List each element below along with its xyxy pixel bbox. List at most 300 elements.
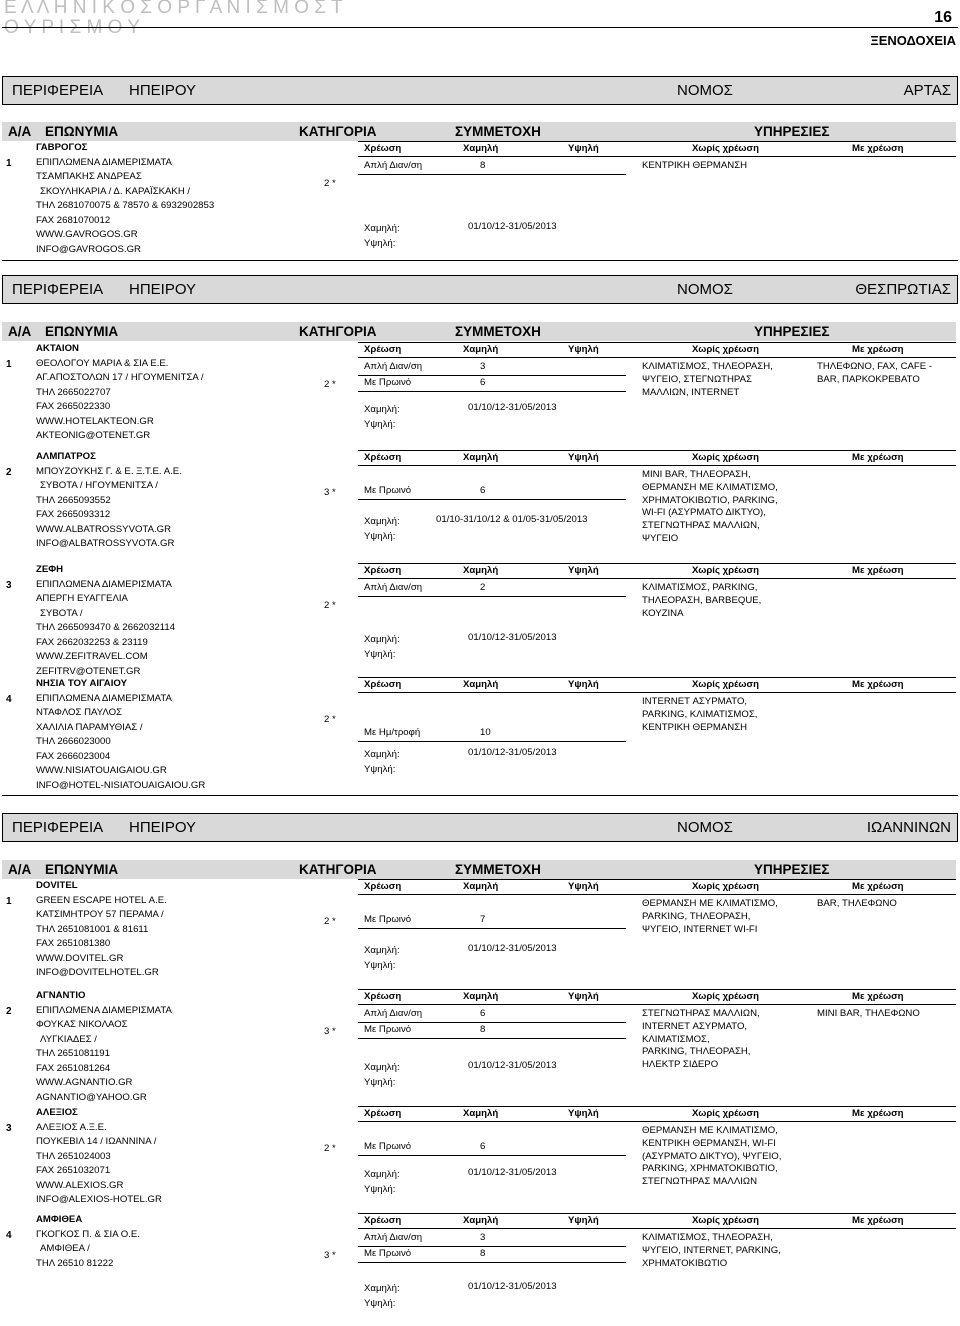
hotel-detail-line[interactable]: AGNANTIO@YAHOO.GR (36, 1091, 147, 1103)
room-price-low: 6 (480, 1141, 486, 1152)
hotel-detail-line[interactable]: WWW.AGNANTIO.GR (36, 1077, 133, 1088)
table-header-high: Υψηλή (568, 143, 599, 154)
entry-number: 3 (6, 580, 12, 591)
room-row-rule (358, 391, 626, 392)
entry-number: 2 (6, 467, 12, 478)
season-low-period: 01/10/12-31/05/2013 (468, 1060, 557, 1071)
hotel-detail-line: ΦΟΥΚΑΣ ΝΙΚΟΛΑΟΣ (36, 1019, 128, 1030)
season-high-label: Υψηλή: (364, 764, 396, 775)
service-free-item: ΜΑΛΛΙΩΝ, INTERNET (642, 386, 740, 398)
hotel-detail-line: ΑΛΕΞΙΟΣ Α.Ξ.Ε. (36, 1121, 107, 1133)
hotel-detail-line[interactable]: WWW.ALBATROSSYVOTA.GR (36, 523, 172, 535)
service-paid-item: BAR, ΠΑΡΚΟΚΡΕΒΑΤΟ (817, 373, 920, 385)
season-low-label: Χαμηλή: (364, 749, 400, 760)
table-header-high: Υψηλή (568, 1215, 599, 1226)
room-type: Απλή Διαν/ση (364, 582, 423, 593)
table-rule-top (358, 1213, 956, 1214)
column-header-aa: Α/Α (8, 124, 32, 139)
table-header-no-charge: Χωρίς χρέωση (692, 1108, 759, 1119)
service-free-item: PARKING, ΧΡΗΜΑΤΟΚΙΒΩΤΙΟ, (642, 1163, 778, 1175)
table-header-high: Υψηλή (568, 679, 599, 690)
hotel-entry (0, 989, 960, 1102)
column-header-category: ΚΑΤΗΓΟΡΙΑ (299, 124, 377, 139)
hotel-entry (0, 141, 960, 263)
hotel-detail-line: FAX 2651032071 (36, 1165, 111, 1176)
room-row-rule (358, 499, 626, 500)
entry-number: 4 (6, 694, 12, 705)
table-rule-header (358, 357, 956, 358)
season-low-period: 01/10/12-31/05/2013 (468, 747, 557, 758)
category-stars: 2 * (324, 916, 336, 927)
hotel-entry (0, 563, 960, 677)
table-header-high: Υψηλή (568, 991, 599, 1002)
hotel-detail-line: ΕΠΙΠΛΩΜΕΝΑ ΔΙΑΜΕΡΙΣΜΑΤΑ (36, 578, 172, 590)
region-band (2, 275, 958, 304)
season-low-label: Χαμηλή: (364, 634, 400, 645)
hotel-detail-line: ΕΠΙΠΛΩΜΕΝΑ ΔΙΑΜΕΡΙΣΜΑΤΑ (36, 156, 172, 168)
region-band (2, 813, 958, 842)
season-low-label: Χαμηλή: (364, 223, 400, 234)
table-rule-header (358, 1004, 956, 1005)
room-type: Απλή Διαν/ση (364, 160, 423, 171)
prefecture-label: ΝΟΜΟΣ (677, 281, 733, 298)
hotel-name: ΑΜΦΙΘΕΑ (36, 1214, 83, 1225)
room-row-rule (358, 375, 626, 376)
prefecture-label: ΝΟΜΟΣ (677, 82, 733, 99)
service-free-item: ΚΕΝΤΡΙΚΗ ΘΕΡΜΑΝΣΗ (642, 721, 748, 733)
service-free-item: ΨΥΓΕΙΟ (642, 532, 679, 544)
room-price-low: 8 (480, 160, 486, 171)
hotel-detail-line: FAX 2651081380 (36, 938, 111, 949)
room-row-rule (358, 928, 626, 929)
service-free-item: WI-FI (ΑΣΥΡΜΑΤΟ ΔΙΚΤΥΟ), (642, 507, 766, 519)
category-stars: 2 * (324, 1143, 336, 1154)
services-paid (817, 1008, 920, 1021)
entry-details (36, 342, 204, 444)
hotel-detail-line[interactable]: INFO@ALBATROSSYVOTA.GR (36, 538, 175, 549)
season-high-label: Υψηλή: (364, 1298, 396, 1309)
table-header-no-charge: Χωρίς χρέωση (692, 881, 759, 892)
entry-number: 1 (6, 359, 12, 370)
price-table (358, 141, 956, 255)
table-rule-header (358, 156, 956, 157)
room-price-low: 3 (480, 1232, 486, 1243)
room-price-low: 2 (480, 582, 486, 593)
season-low-label: Χαμηλή: (364, 945, 400, 956)
hotel-detail-line[interactable]: WWW.NISIATOUAIGAIOU.GR (36, 765, 167, 776)
hotel-detail-line: ΓΚΟΓΚΟΣ Π. & ΣΙΑ Ο.Ε. (36, 1228, 140, 1240)
entry-number: 1 (6, 158, 12, 169)
table-header-with-charge: Με χρέωση (852, 344, 904, 355)
hotel-detail-line[interactable]: WWW.GAVROGOS.GR (36, 229, 138, 240)
hotel-detail-line: FAX 2665022330 (36, 401, 111, 412)
hotel-entry (0, 677, 960, 789)
column-header-aa: Α/Α (8, 324, 32, 339)
region-label: ΠΕΡΙΦΕΡΕΙΑ (12, 281, 104, 298)
service-free-item: ΚΛΙΜΑΤΙΣΜΟΣ, (642, 1033, 710, 1045)
column-header-name: ΕΠΩΝΥΜΙΑ (45, 862, 119, 877)
entry-details (36, 989, 172, 1105)
service-free-item: ΚΛΙΜΑΤΙΣΜΟΣ, ΤΗΛΕΟΡΑΣΗ, (642, 1232, 773, 1243)
service-free-item: ΧΡΗΜΑΤΟΚΙΒΩΤΙΟ, PARKING, (642, 494, 778, 506)
services-free (642, 1008, 760, 1072)
room-row-rule (358, 1038, 626, 1039)
hotel-detail-line: ΝΤΑΦΛΟΣ ΠΑΥΛΟΣ (36, 707, 123, 718)
season-high-label: Υψηλή: (364, 531, 396, 542)
room-price-low: 8 (480, 1248, 486, 1259)
service-free-item: ΗΛΕΚΤΡ ΣΙΔΕΡΟ (642, 1059, 719, 1071)
hotel-detail-line: FAX 2681070012 (36, 214, 111, 226)
room-row-rule (358, 596, 626, 597)
room-price-low: 6 (480, 1008, 486, 1019)
hotel-detail-line: ΤΗΛ 2665022707 (36, 386, 111, 398)
entry-details (36, 677, 205, 793)
service-free-item: ΤΗΛΕΟΡΑΣΗ, BARBEQUE, (642, 594, 762, 606)
table-header-charge: Χρέωση (364, 344, 402, 355)
hotel-detail-line[interactable]: WWW.HOTELAKTEON.GR (36, 415, 154, 427)
hotel-detail-line: ΤΗΛ 2651081001 & 81611 (36, 923, 149, 935)
service-free-item: ΧΡΗΜΑΤΟΚΙΒΩΤΙΟ (642, 1257, 728, 1269)
price-table (358, 677, 956, 781)
watermark-line-2: Ο Υ Ρ Ι Σ Μ Ο Υ (4, 17, 141, 38)
service-free-item: ΨΥΓΕΙΟ, ΣΤΕΓΝΩΤΗΡΑΣ (642, 373, 752, 385)
service-free-item: ΘΕΡΜΑΝΣΗ ΜΕ ΚΛΙΜΑΤΙΣΜΟ, (642, 481, 778, 493)
hotel-detail-line[interactable]: INFO@DOVITELHOTEL.GR (36, 967, 159, 978)
hotel-detail-line: ΤΣΑΜΠΑΚΗΣ ΑΝΔΡΕΑΣ (36, 171, 142, 182)
table-header-with-charge: Με χρέωση (852, 1215, 904, 1226)
category-stars: 3 * (324, 487, 336, 498)
table-rule-header (358, 578, 956, 579)
hotel-detail-line: ΤΗΛ 2681070075 & 78570 & 6932902853 (36, 200, 215, 211)
entry-details (36, 1213, 140, 1271)
table-header-with-charge: Με χρέωση (852, 881, 904, 892)
season-low-label: Χαμηλή: (364, 1062, 400, 1073)
hotel-name: ΖΕΦΗ (36, 564, 64, 575)
table-header-with-charge: Με χρέωση (852, 565, 904, 576)
table-rule-header (358, 465, 956, 466)
hotel-entry (0, 879, 960, 985)
table-header-no-charge: Χωρίς χρέωση (692, 679, 759, 690)
hotel-detail-line: ΤΗΛ 2665093552 (36, 494, 111, 506)
table-header-low: Χαμηλή (463, 344, 499, 355)
service-paid-item: ΤΗΛΕΦΩΝΟ, FAX, CAFE - (817, 361, 933, 372)
room-price-low: 10 (480, 727, 491, 738)
season-low-period: 01/10/12-31/05/2013 (468, 221, 557, 232)
column-header-services: ΥΠΗΡΕΣΙΕΣ (754, 862, 830, 877)
services-paid (817, 898, 897, 911)
services-free (642, 469, 778, 546)
hotel-detail-line: ΤΗΛ 2666023000 (36, 736, 111, 747)
season-low-period: 01/10/12-31/05/2013 (468, 943, 557, 954)
table-header-no-charge: Χωρίς χρέωση (692, 143, 759, 154)
room-price-low: 3 (480, 361, 486, 372)
hotel-detail-line: ΤΗΛ 26510 81222 (36, 1257, 114, 1269)
room-type: Απλή Διαν/ση (364, 1008, 423, 1019)
table-rule-header (358, 894, 956, 895)
table-header-charge: Χρέωση (364, 1215, 402, 1226)
hotel-entry (0, 1106, 960, 1209)
service-free-item: PARKING, ΤΗΛΕΟΡΑΣΗ, (642, 1046, 751, 1058)
table-header-low: Χαμηλή (463, 143, 499, 154)
watermark-line-1: Ε Λ Λ Η Ν Ι Κ Ο Σ Ο Ρ Γ Α Ν Ι Σ Μ Ο Σ Τ (4, 0, 343, 18)
service-free-item: MINI BAR, ΤΗΛΕΟΡΑΣΗ, (642, 469, 751, 480)
hotel-detail-line: ΑΓ.ΑΠΟΣΤΟΛΩΝ 17 / ΗΓΟΥΜΕΝΙΤΣΑ / (36, 372, 204, 383)
room-type: Με Πρωινό (364, 1248, 412, 1259)
hotel-name: ΑΓΝΑΝΤΙΟ (36, 990, 86, 1001)
hotel-name: ΝΗΣΙΑ ΤΟΥ ΑΙΓΑΙΟΥ (36, 678, 127, 689)
service-free-item: ΚΟΥΖΙΝΑ (642, 607, 684, 619)
hotel-detail-line: ΤΗΛ 2651081191 (36, 1048, 110, 1059)
hotel-detail-line: ΤΗΛ 2651024003 (36, 1150, 111, 1162)
table-rule-top (358, 342, 956, 343)
hotel-detail-line: ΛΥΓΚΙΑΔΕΣ / (40, 1033, 97, 1045)
price-table (358, 342, 956, 436)
table-header-high: Υψηλή (568, 1108, 599, 1119)
table-rule-header (358, 1228, 956, 1229)
prefecture-label: ΝΟΜΟΣ (677, 819, 733, 836)
service-free-item: INTERNET ΑΣΥΡΜΑΤΟ, (642, 1020, 748, 1032)
room-type: Απλή Διαν/ση (364, 1232, 423, 1243)
header-rule (2, 27, 958, 28)
services-paid (817, 361, 932, 387)
table-header-low: Χαμηλή (463, 452, 499, 463)
services-free (642, 1125, 781, 1189)
room-price-low: 7 (480, 914, 486, 925)
hotel-detail-line[interactable]: WWW.ALEXIOS.GR (36, 1179, 124, 1191)
category-stars: 2 * (324, 178, 336, 189)
season-low-label: Χαμηλή: (364, 1169, 400, 1180)
region-value: ΗΠΕΙΡΟΥ (129, 281, 197, 298)
room-type: Με Πρωινό (364, 1024, 412, 1035)
category-stars: 2 * (324, 379, 336, 390)
room-row-rule (358, 1246, 626, 1247)
table-rule-top (358, 141, 956, 142)
service-free-item: INTERNET ΑΣΥΡΜΑΤΟ, (642, 696, 748, 707)
category-stars: 2 * (324, 600, 336, 611)
column-header-name: ΕΠΩΝΥΜΙΑ (45, 124, 119, 139)
table-header-high: Υψηλή (568, 881, 599, 892)
hotel-detail-line: ΕΠΙΠΛΩΜΕΝΑ ΔΙΑΜΕΡΙΣΜΑΤΑ (36, 1004, 172, 1016)
table-header-charge: Χρέωση (364, 452, 402, 463)
hotel-detail-line[interactable]: INFO@GAVROGOS.GR (36, 243, 141, 255)
room-type: Με Πρωινό (364, 485, 412, 496)
table-header-low: Χαμηλή (463, 881, 499, 892)
table-header-with-charge: Με χρέωση (852, 143, 904, 154)
room-row-rule (358, 741, 626, 742)
hotel-detail-line: ΑΠΕΡΓΗ ΕΥΑΓΓΕΛΙΑ (36, 593, 128, 604)
column-header-category: ΚΑΤΗΓΟΡΙΑ (299, 324, 377, 339)
table-header-with-charge: Με χρέωση (852, 679, 904, 690)
region-label: ΠΕΡΙΦΕΡΕΙΑ (12, 82, 104, 99)
section-divider (2, 795, 958, 796)
service-free-item: PARKING, ΚΛΙΜΑΤΙΣΜΟΣ, (642, 708, 758, 720)
season-low-label: Χαμηλή: (364, 404, 400, 415)
season-low-period: 01/10/12-31/05/2013 (468, 402, 557, 413)
hotel-detail-line[interactable]: WWW.DOVITEL.GR (36, 952, 124, 964)
entry-details (36, 879, 167, 981)
column-header-bar (2, 122, 956, 141)
region-band (2, 76, 958, 105)
service-paid-item: MINI BAR, ΤΗΛΕΦΩΝΟ (817, 1008, 920, 1019)
hotel-detail-line: ΧΑΛΙΛΙΑ ΠΑΡΑΜΥΘΙΑΣ / (36, 721, 143, 733)
table-header-charge: Χρέωση (364, 1108, 402, 1119)
room-type: Απλή Διαν/ση (364, 361, 423, 372)
table-header-low: Χαμηλή (463, 1108, 499, 1119)
season-low-period: 01/10/12-31/05/2013 (468, 1167, 557, 1178)
hotel-entry (0, 450, 960, 556)
table-header-low: Χαμηλή (463, 1215, 499, 1226)
entry-number: 4 (6, 1230, 12, 1241)
table-header-charge: Χρέωση (364, 565, 402, 576)
table-header-low: Χαμηλή (463, 565, 499, 576)
price-table (358, 450, 956, 548)
season-high-label: Υψηλή: (364, 419, 396, 430)
services-free (642, 582, 761, 620)
table-header-high: Υψηλή (568, 344, 599, 355)
table-rule-header (358, 692, 956, 693)
hotel-detail-line[interactable]: AKTEONIG@OTENET.GR (36, 430, 151, 441)
table-header-charge: Χρέωση (364, 143, 402, 154)
table-rule-top (358, 677, 956, 678)
service-free-item: ΣΤΕΓΝΩΤΗΡΑΣ ΜΑΛΛΙΩΝ (642, 1176, 758, 1188)
prefecture-value: ΑΡΤΑΣ (903, 82, 951, 99)
hotel-detail-line: ΤΗΛ 2665093470 & 2662032114 (36, 622, 176, 633)
entry-number: 2 (6, 1006, 12, 1017)
hotel-detail-line: FAX 2651081264 (36, 1062, 111, 1074)
hotel-name: ΑΛΕΞΙΟΣ (36, 1107, 78, 1118)
column-header-bar (2, 860, 956, 879)
price-table (358, 1213, 956, 1315)
table-rule-top (358, 879, 956, 880)
table-header-charge: Χρέωση (364, 991, 402, 1002)
service-free-item: ΚΛΙΜΑΤΙΣΜΟΣ, ΤΗΛΕΟΡΑΣΗ, (642, 361, 773, 372)
services-free (642, 898, 778, 936)
entry-number: 1 (6, 896, 12, 907)
region-label: ΠΕΡΙΦΕΡΕΙΑ (12, 819, 104, 836)
table-header-charge: Χρέωση (364, 679, 402, 690)
column-header-category: ΚΑΤΗΓΟΡΙΑ (299, 862, 377, 877)
hotel-detail-line: ΜΠΟΥΖΟΥΚΗΣ Γ. & Ε. Ξ.Τ.Ε. Α.Ε. (36, 465, 182, 477)
entry-details (36, 141, 214, 257)
hotel-detail-line: ΣΚΟΥΛΗΚΑΡΙΑ / Δ. ΚΑΡΑΪΣΚΑΚΗ / (40, 185, 191, 197)
service-paid-item: BAR, ΤΗΛΕΦΩΝΟ (817, 898, 897, 909)
price-table (358, 563, 956, 666)
hotel-detail-line: FAX 2666023004 (36, 750, 111, 762)
category-stars: 2 * (324, 714, 336, 725)
hotel-detail-line: FAX 2662032253 & 23119 (36, 636, 148, 648)
column-header-participation: ΣΥΜΜΕΤΟΧΗ (455, 862, 541, 877)
service-free-item: ΚΕΝΤΡΙΚΗ ΘΕΡΜΑΝΣΗ, WI-FI (642, 1137, 776, 1149)
room-type: Με Πρωινό (364, 1141, 412, 1152)
hotel-detail-line: ΑΜΦΙΘΕΑ / (40, 1243, 90, 1254)
hotel-entry (0, 1213, 960, 1323)
services-free (642, 361, 773, 399)
season-high-label: Υψηλή: (364, 649, 396, 660)
services-free (642, 1232, 781, 1270)
room-row-rule (358, 1262, 626, 1263)
column-header-services: ΥΠΗΡΕΣΙΕΣ (754, 124, 830, 139)
hotel-detail-line[interactable]: WWW.ZEFITRAVEL.COM (36, 651, 148, 662)
price-table (358, 1106, 956, 1201)
region-value: ΗΠΕΙΡΟΥ (129, 82, 197, 99)
column-header-participation: ΣΥΜΜΕΤΟΧΗ (455, 324, 541, 339)
table-header-charge: Χρέωση (364, 881, 402, 892)
hotel-name: ΑΚΤΑΙΟΝ (36, 343, 79, 354)
hotel-detail-line: ΘΕΟΛΟΓΟΥ ΜΑΡΙΑ & ΣΙΑ Ε.Ε. (36, 357, 169, 369)
prefecture-value: ΙΩΑΝΝΙΝΩΝ (866, 819, 951, 836)
service-free-item: PARKING, ΤΗΛΕΟΡΑΣΗ, (642, 910, 751, 922)
season-low-period: 01/10/12-31/05/2013 (468, 632, 557, 643)
room-price-low: 6 (480, 377, 486, 388)
table-header-no-charge: Χωρίς χρέωση (692, 452, 759, 463)
hotel-name: ΓΑΒΡΟΓΟΣ (36, 142, 88, 153)
room-row-rule (358, 1155, 626, 1156)
hotel-detail-line: GREEN ESCAPE HOTEL Α.Ε. (36, 894, 167, 906)
category-title: ΞΕΝΟΔΟΧΕΙΑ (870, 33, 956, 48)
room-type: Με Πρωινό (364, 914, 412, 925)
service-free-item: ΨΥΓΕΙΟ, INTERNET, PARKING, (642, 1244, 781, 1256)
region-value: ΗΠΕΙΡΟΥ (129, 819, 197, 836)
price-table (358, 989, 956, 1094)
category-stars: 3 * (324, 1250, 336, 1261)
table-rule-header (358, 1121, 956, 1122)
room-row-rule (358, 174, 626, 175)
entry-details (36, 1106, 162, 1208)
category-stars: 3 * (324, 1026, 336, 1037)
season-low-label: Χαμηλή: (364, 516, 400, 527)
hotel-detail-line: ΣΥΒΟΤΑ / ΗΓΟΥΜΕΝΙΤΣΑ / (40, 480, 158, 491)
service-free-item: ΣΤΕΓΝΩΤΗΡΑΣ ΜΑΛΛΙΩΝ, (642, 520, 760, 532)
service-free-item: ΚΕΝΤΡΙΚΗ ΘΕΡΜΑΝΣΗ (642, 160, 748, 171)
hotel-detail-line[interactable]: INFO@HOTEL-NISIATOUAIGAIOU.GR (36, 779, 206, 791)
room-type: Με Ημ/τροφή (364, 727, 421, 738)
entry-details (36, 563, 175, 679)
hotel-detail-line: ΠΟΥΚΕΒΙΛ 14 / ΙΩΑΝΝΙΝΑ / (36, 1136, 157, 1147)
season-high-label: Υψηλή: (364, 238, 396, 249)
table-rule-top (358, 1106, 956, 1107)
column-header-participation: ΣΥΜΜΕΤΟΧΗ (455, 124, 541, 139)
table-header-low: Χαμηλή (463, 991, 499, 1002)
prefecture-value: ΘΕΣΠΡΩΤΙΑΣ (855, 281, 951, 298)
service-free-item: ΚΛΙΜΑΤΙΣΜΟΣ, PARKING, (642, 582, 758, 593)
room-row-rule (358, 1022, 626, 1023)
season-high-label: Υψηλή: (364, 1077, 396, 1088)
room-price-low: 6 (480, 485, 486, 496)
table-header-no-charge: Χωρίς χρέωση (692, 991, 759, 1002)
hotel-detail-line: ΚΑΤΣΙΜΗΤΡΟΥ 57 ΠΕΡΑΜΑ / (36, 909, 164, 920)
hotel-detail-line[interactable]: INFO@ALEXIOS-HOTEL.GR (36, 1194, 162, 1205)
season-low-label: Χαμηλή: (364, 1283, 400, 1294)
column-header-services: ΥΠΗΡΕΣΙΕΣ (754, 324, 830, 339)
table-rule-top (358, 563, 956, 564)
section-divider (2, 260, 958, 261)
room-price-low: 8 (480, 1024, 486, 1035)
season-low-period: 01/10-31/10/12 & 01/05-31/05/2013 (436, 514, 588, 525)
hotel-detail-line: ΣΥΒΟΤΑ / (40, 607, 83, 619)
table-header-no-charge: Χωρίς χρέωση (692, 344, 759, 355)
page-number: 16 (934, 9, 952, 26)
table-header-high: Υψηλή (568, 452, 599, 463)
hotel-name: DOVITEL (36, 880, 78, 891)
hotel-detail-line: ΕΠΙΠΛΩΜΕΝΑ ΔΙΑΜΕΡΙΣΜΑΤΑ (36, 692, 172, 704)
hotel-detail-line: FAX 2665093312 (36, 509, 111, 520)
table-header-no-charge: Χωρίς χρέωση (692, 565, 759, 576)
service-free-item: ΨΥΓΕΙΟ, INTERNET WI-FI (642, 923, 758, 935)
hotel-detail-line[interactable]: ZEFITRV@OTENET.GR (36, 665, 141, 677)
column-header-aa: Α/Α (8, 862, 32, 877)
table-rule-top (358, 450, 956, 451)
table-rule-top (358, 989, 956, 990)
